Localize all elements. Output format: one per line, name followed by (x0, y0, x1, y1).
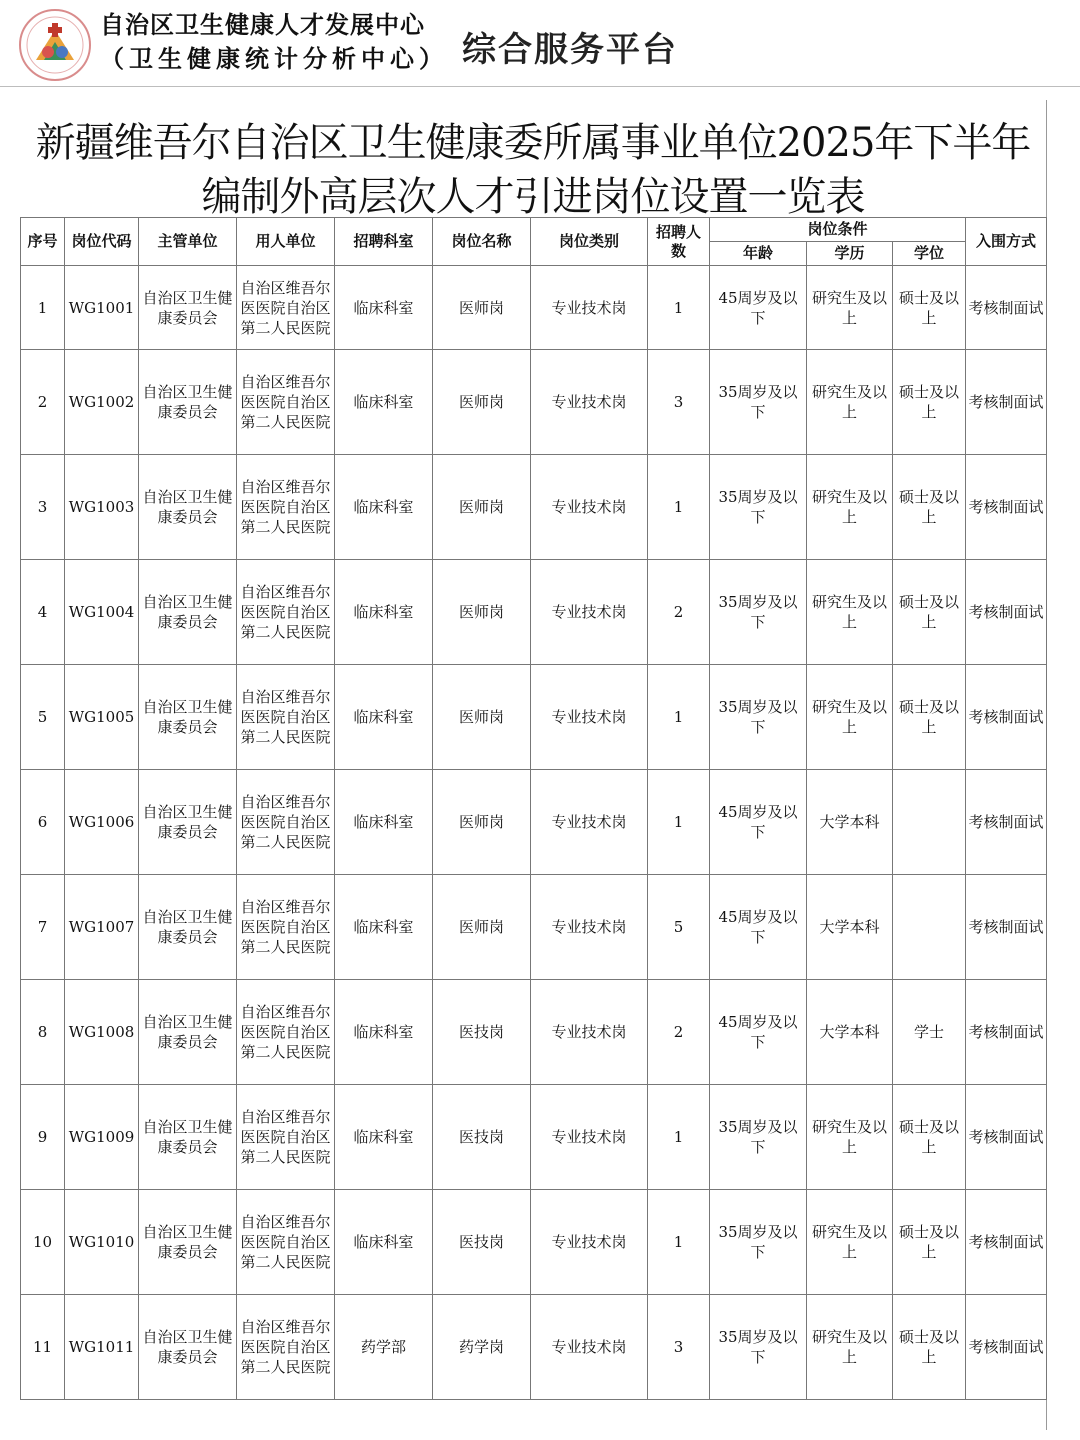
cell-dept: 临床科室 (335, 350, 433, 455)
cell-count: 1 (648, 770, 710, 875)
cell-supervisor: 自治区卫生健康委员会 (139, 980, 237, 1085)
cell-post-name: 医师岗 (433, 560, 531, 665)
cell-degree (893, 875, 966, 980)
site-header (0, 0, 1080, 87)
cell-post-name: 医技岗 (433, 980, 531, 1085)
cell-employer: 自治区维吾尔医医院自治区第二人民医院 (237, 1190, 335, 1295)
cell-supervisor: 自治区卫生健康委员会 (139, 350, 237, 455)
cell-employer: 自治区维吾尔医医院自治区第二人民医院 (237, 266, 335, 350)
cell-post-type: 专业技术岗 (531, 665, 648, 770)
table-row (21, 266, 1047, 350)
cell-supervisor: 自治区卫生健康委员会 (139, 560, 237, 665)
header-supervisor: 主管单位 (139, 218, 237, 266)
cell-seq: 2 (21, 350, 65, 455)
cell-degree: 学士 (893, 980, 966, 1085)
platform-title: 综合服务平台 (462, 30, 678, 70)
cell-seq: 6 (21, 770, 65, 875)
cell-post-type: 专业技术岗 (531, 980, 648, 1085)
table-row (21, 455, 1047, 560)
cell-dept: 临床科室 (335, 1190, 433, 1295)
cell-post-name: 医师岗 (433, 770, 531, 875)
cell-post-type: 专业技术岗 (531, 1295, 648, 1400)
cell-count: 1 (648, 266, 710, 350)
cell-count: 1 (648, 1085, 710, 1190)
cell-age: 35周岁及以下 (710, 1295, 807, 1400)
cell-seq: 3 (21, 455, 65, 560)
table-body (21, 266, 1047, 1400)
cell-seq: 9 (21, 1085, 65, 1190)
cell-dept: 临床科室 (335, 665, 433, 770)
org-name-line1: 自治区卫生健康人才发展中心 (100, 11, 425, 39)
header-post-type: 岗位类别 (531, 218, 648, 266)
cell-education: 研究生及以上 (807, 455, 893, 560)
cell-method: 考核制面试 (966, 560, 1047, 665)
table-row (21, 560, 1047, 665)
cell-post-type: 专业技术岗 (531, 1190, 648, 1295)
cell-seq: 7 (21, 875, 65, 980)
header-conditions: 岗位条件 (710, 218, 966, 242)
cell-employer: 自治区维吾尔医医院自治区第二人民医院 (237, 1085, 335, 1190)
cell-degree: 硕士及以上 (893, 665, 966, 770)
cell-degree: 硕士及以上 (893, 350, 966, 455)
cell-dept: 临床科室 (335, 1085, 433, 1190)
cell-seq: 10 (21, 1190, 65, 1295)
cell-age: 45周岁及以下 (710, 770, 807, 875)
cell-post-type: 专业技术岗 (531, 350, 648, 455)
cell-supervisor: 自治区卫生健康委员会 (139, 875, 237, 980)
cell-code: WG1010 (65, 1190, 139, 1295)
table-row (21, 770, 1047, 875)
cell-code: WG1009 (65, 1085, 139, 1190)
cell-code: WG1005 (65, 665, 139, 770)
cell-seq: 4 (21, 560, 65, 665)
cell-education: 研究生及以上 (807, 1295, 893, 1400)
cell-education: 研究生及以上 (807, 350, 893, 455)
cell-post-type: 专业技术岗 (531, 560, 648, 665)
cell-code: WG1007 (65, 875, 139, 980)
cell-post-name: 医师岗 (433, 455, 531, 560)
cell-dept: 临床科室 (335, 770, 433, 875)
header-degree: 学位 (893, 242, 966, 266)
cell-method: 考核制面试 (966, 1190, 1047, 1295)
cell-code: WG1003 (65, 455, 139, 560)
cell-dept: 临床科室 (335, 980, 433, 1085)
cell-supervisor: 自治区卫生健康委员会 (139, 665, 237, 770)
header-post-name: 岗位名称 (433, 218, 531, 266)
cell-degree: 硕士及以上 (893, 560, 966, 665)
cell-dept: 药学部 (335, 1295, 433, 1400)
header-count: 招聘人数 (648, 218, 710, 266)
table-row (21, 350, 1047, 455)
cell-post-name: 医师岗 (433, 665, 531, 770)
cell-employer: 自治区维吾尔医医院自治区第二人民医院 (237, 350, 335, 455)
cell-post-type: 专业技术岗 (531, 770, 648, 875)
cell-education: 大学本科 (807, 980, 893, 1085)
cell-post-name: 医师岗 (433, 875, 531, 980)
cell-post-name: 药学岗 (433, 1295, 531, 1400)
cell-dept: 临床科室 (335, 560, 433, 665)
cell-employer: 自治区维吾尔医医院自治区第二人民医院 (237, 560, 335, 665)
cell-degree: 硕士及以上 (893, 1085, 966, 1190)
org-name-line2: （卫生健康统计分析中心） (100, 45, 448, 73)
header-code: 岗位代码 (65, 218, 139, 266)
cell-age: 45周岁及以下 (710, 266, 807, 350)
cell-supervisor: 自治区卫生健康委员会 (139, 266, 237, 350)
cell-post-name: 医技岗 (433, 1085, 531, 1190)
cell-education: 大学本科 (807, 770, 893, 875)
cell-supervisor: 自治区卫生健康委员会 (139, 1085, 237, 1190)
cell-education: 研究生及以上 (807, 665, 893, 770)
document-title (20, 116, 1046, 224)
positions-table (20, 217, 1047, 1400)
header-seq: 序号 (21, 218, 65, 266)
cell-employer: 自治区维吾尔医医院自治区第二人民医院 (237, 875, 335, 980)
cell-code: WG1001 (65, 266, 139, 350)
cell-education: 大学本科 (807, 875, 893, 980)
cell-age: 45周岁及以下 (710, 980, 807, 1085)
cell-method: 考核制面试 (966, 1295, 1047, 1400)
table-row (21, 1085, 1047, 1190)
cell-code: WG1008 (65, 980, 139, 1085)
cell-code: WG1011 (65, 1295, 139, 1400)
header-method: 入围方式 (966, 218, 1047, 266)
cell-employer: 自治区维吾尔医医院自治区第二人民医院 (237, 980, 335, 1085)
cell-method: 考核制面试 (966, 1085, 1047, 1190)
cell-seq: 11 (21, 1295, 65, 1400)
cell-count: 3 (648, 350, 710, 455)
cell-post-type: 专业技术岗 (531, 455, 648, 560)
cell-employer: 自治区维吾尔医医院自治区第二人民医院 (237, 1295, 335, 1400)
cell-age: 45周岁及以下 (710, 875, 807, 980)
header-employer: 用人单位 (237, 218, 335, 266)
cell-post-name: 医师岗 (433, 350, 531, 455)
cell-dept: 临床科室 (335, 875, 433, 980)
cell-method: 考核制面试 (966, 665, 1047, 770)
cell-post-name: 医师岗 (433, 266, 531, 350)
cell-employer: 自治区维吾尔医医院自治区第二人民医院 (237, 770, 335, 875)
cell-supervisor: 自治区卫生健康委员会 (139, 1190, 237, 1295)
cell-count: 1 (648, 455, 710, 560)
cell-supervisor: 自治区卫生健康委员会 (139, 1295, 237, 1400)
cell-count: 1 (648, 665, 710, 770)
cell-code: WG1004 (65, 560, 139, 665)
cell-degree: 硕士及以上 (893, 1190, 966, 1295)
cell-age: 35周岁及以下 (710, 1085, 807, 1190)
cell-age: 35周岁及以下 (710, 350, 807, 455)
cell-count: 1 (648, 1190, 710, 1295)
cell-seq: 1 (21, 266, 65, 350)
cell-dept: 临床科室 (335, 266, 433, 350)
cell-employer: 自治区维吾尔医医院自治区第二人民医院 (237, 665, 335, 770)
cell-code: WG1006 (65, 770, 139, 875)
cell-employer: 自治区维吾尔医医院自治区第二人民医院 (237, 455, 335, 560)
table-row (21, 1295, 1047, 1400)
table-row (21, 875, 1047, 980)
cell-age: 35周岁及以下 (710, 1190, 807, 1295)
cell-count: 5 (648, 875, 710, 980)
cell-education: 研究生及以上 (807, 560, 893, 665)
cell-age: 35周岁及以下 (710, 665, 807, 770)
cell-post-type: 专业技术岗 (531, 266, 648, 350)
cell-method: 考核制面试 (966, 875, 1047, 980)
cell-method: 考核制面试 (966, 266, 1047, 350)
header-dept: 招聘科室 (335, 218, 433, 266)
table-row (21, 1190, 1047, 1295)
cell-count: 2 (648, 980, 710, 1085)
header-age: 年龄 (710, 242, 807, 266)
org-name (100, 8, 448, 76)
cell-post-type: 专业技术岗 (531, 875, 648, 980)
cell-count: 2 (648, 560, 710, 665)
cell-degree: 硕士及以上 (893, 455, 966, 560)
cell-count: 3 (648, 1295, 710, 1400)
cell-education: 研究生及以上 (807, 266, 893, 350)
cell-seq: 5 (21, 665, 65, 770)
cell-degree: 硕士及以上 (893, 1295, 966, 1400)
table-row (21, 665, 1047, 770)
cell-post-name: 医技岗 (433, 1190, 531, 1295)
cell-method: 考核制面试 (966, 980, 1047, 1085)
cell-supervisor: 自治区卫生健康委员会 (139, 770, 237, 875)
cell-supervisor: 自治区卫生健康委员会 (139, 455, 237, 560)
cell-dept: 临床科室 (335, 455, 433, 560)
header-education: 学历 (807, 242, 893, 266)
cell-education: 研究生及以上 (807, 1085, 893, 1190)
emblem-logo (18, 8, 92, 82)
cell-degree: 硕士及以上 (893, 266, 966, 350)
cell-post-type: 专业技术岗 (531, 1085, 648, 1190)
cell-seq: 8 (21, 980, 65, 1085)
cell-method: 考核制面试 (966, 455, 1047, 560)
table-row (21, 980, 1047, 1085)
title-line2: 编制外高层次人才引进岗位设置一览表 (201, 174, 865, 220)
cell-education: 研究生及以上 (807, 1190, 893, 1295)
cell-age: 35周岁及以下 (710, 455, 807, 560)
cell-degree (893, 770, 966, 875)
cell-age: 35周岁及以下 (710, 560, 807, 665)
cell-code: WG1002 (65, 350, 139, 455)
cell-method: 考核制面试 (966, 770, 1047, 875)
cell-method: 考核制面试 (966, 350, 1047, 455)
title-line1: 新疆维吾尔自治区卫生健康委所属事业单位2025年下半年 (35, 120, 1031, 166)
